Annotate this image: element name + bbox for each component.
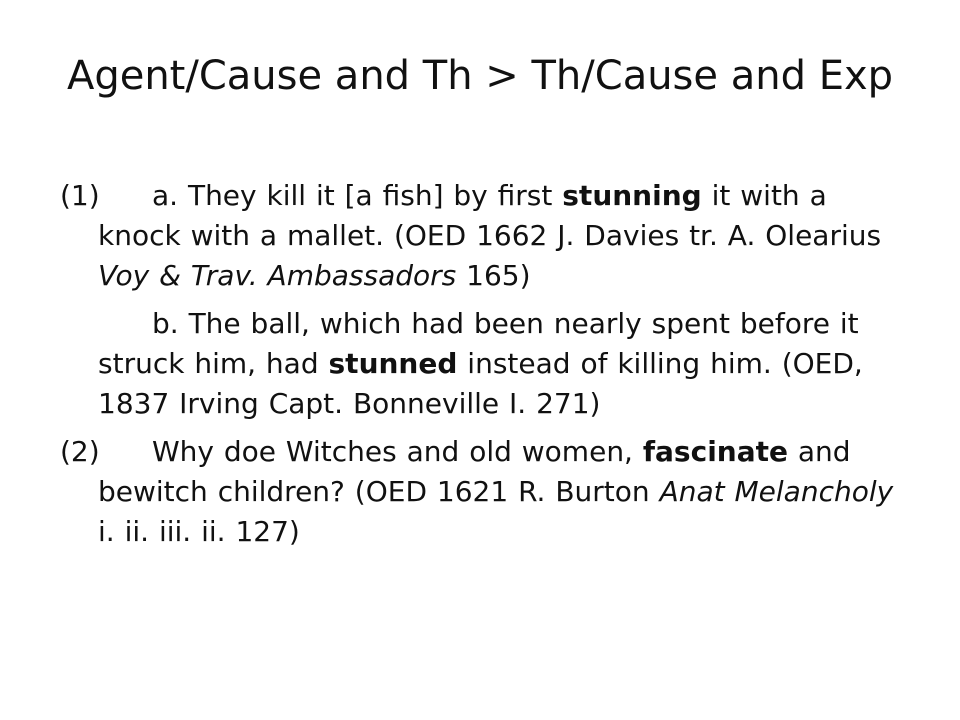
example-1a [60,176,910,296]
example-verb-bold: fascinate [642,435,788,468]
example-text: and bewitch children? (OED 1621 R. Burton [98,435,851,508]
example-text: it with a knock with a mallet. (OED 1662 J. Davies tr. A. Olearius [98,179,882,252]
example-1b [60,304,910,424]
example-number: (1) [60,179,100,212]
example-text: a. They kill it [a fish] by first [152,179,563,212]
example-source-italic: Anat Melancholy [659,475,894,508]
example-text: i. ii. iii. ii. 127) [98,515,300,548]
example-text: Why doe Witches and old women, [152,435,643,468]
example-2 [60,432,910,552]
slide-title: Agent/Cause and Th > Th/Cause and Exp [66,53,894,99]
example-verb-bold: stunning [562,179,702,212]
example-source-italic: Voy & Trav. Ambassadors [98,259,457,292]
slide-body [60,176,910,560]
example-text: 165) [456,259,531,292]
example-verb-bold: stunned [328,347,458,380]
example-text: b. The ball, which had been nearly spent before it struck him, had [98,307,859,380]
example-number: (2) [60,435,100,468]
example-text: instead of killing him. (OED, 1837 Irving Capt. Bonneville I. 271) [98,347,863,420]
